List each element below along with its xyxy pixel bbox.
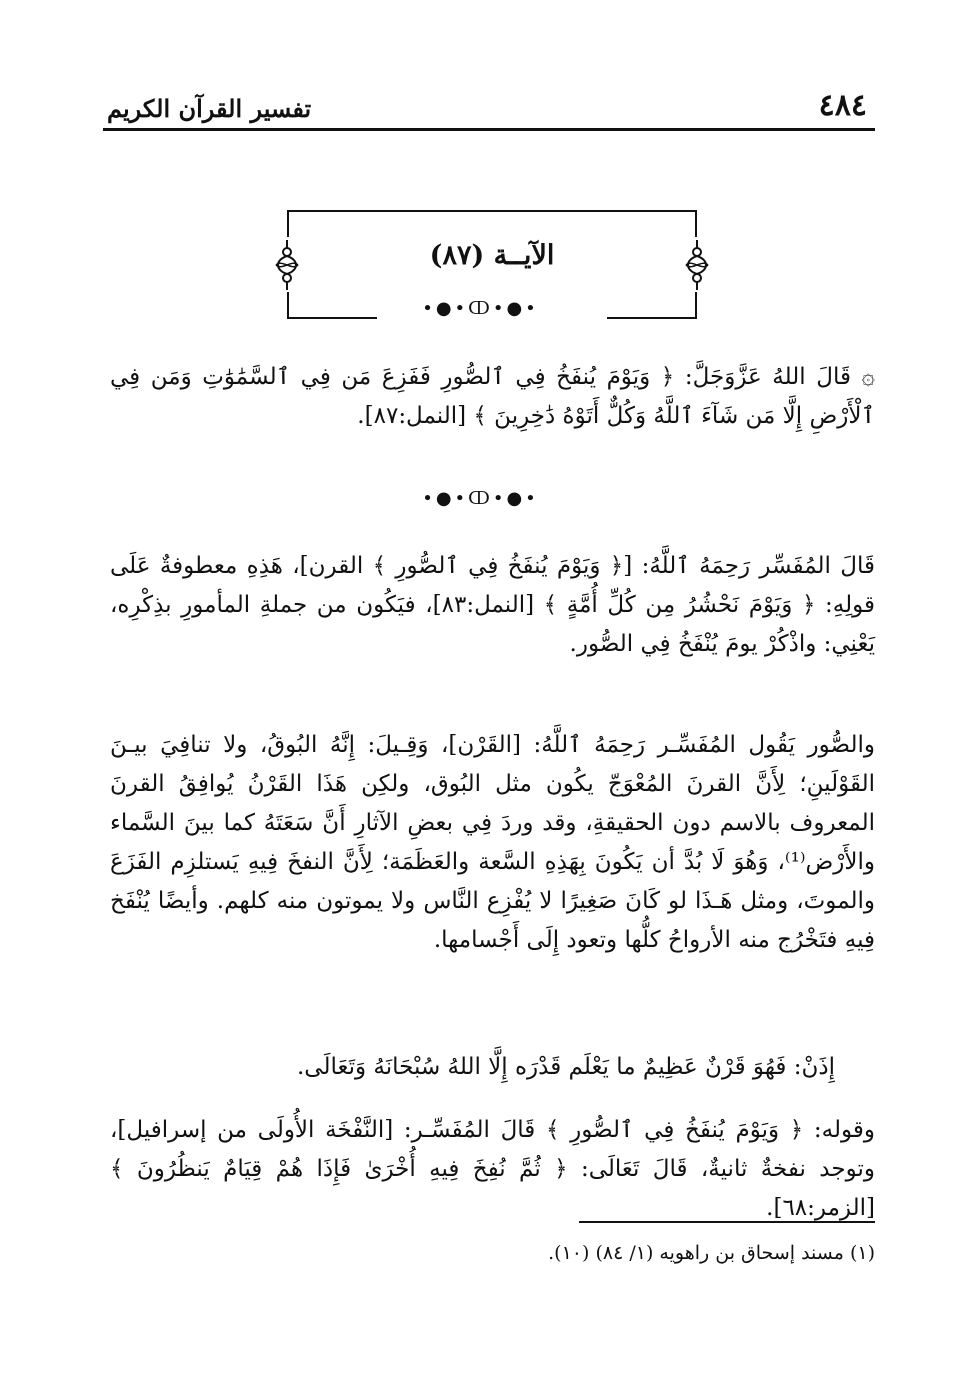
footnote: (١) مسند إسحاق بن راهويه (١/ ٨٤) (١٠).	[548, 1242, 875, 1264]
body-paragraph: والصُّور يَقُول المُفَسِّـر رَحِمَهُ ٱللَّهُ: [القَرْن]، وَقِـيلَ: إِنَّهُ البُوقُ، ولا تنافِيَ بيـنَ القَوْلَينِ؛ لِأَنَّ القرنَ المُعْوَجّ يكُون مثل البُوق، ولكِن هَذَا القَرْنُ يُوافِقُ القرنَ المعروف بالاسم دون الحقيقةِ، وقد وردَ فِي بعضِ الآثارِ أَنَّ سَعَتَهُ كما بينَ السَّماء والأَرْض⁽¹⁾، وَهُوَ لَا بُدَّ أن يَكُونَ بِهَذِهِ السَّعة والعَظَمَة؛ لِأَنَّ النفخَ فِيهِ يَستلزِم الفَزَعَ والموتَ، ومثل هَـذَا لو كَانَ صَغِيرًا لا يُفْزِع النَّاس ولا يموتون منه كلهم. وأيضًا يُنْفَخ فِيهِ فتَخْرُج منه الأرواحُ كلُّها وتعود إِلَى أَجْسامها.	[110, 732, 875, 953]
footnote-rule	[579, 1221, 875, 1223]
header-rule	[103, 128, 875, 131]
ornamental-separator: •●•ↀ•●•	[422, 488, 539, 509]
running-header-title: تفسير القرآن الكريم	[107, 94, 312, 123]
frame-top-line	[287, 210, 697, 212]
frame-line	[287, 210, 289, 237]
ornamental-separator: •●•ↀ•●•	[422, 298, 539, 319]
body-paragraph: إِذَنْ: فَهُوَ قَرْنٌ عَظِيمٌ ما يَعْلَم قَدْرَه إِلَّا اللهُ سُبْحَانَهُ وَتَعَالَى.	[297, 1054, 835, 1080]
ayah-title: الآيــة (٨٧)	[429, 240, 555, 271]
body-paragraph: قَالَ المُفَسِّر رَحِمَهُ ٱللَّهُ: [﴿ وَيَوْمَ يُنفَخُ فِي ٱلصُّورِ ﴾ القرن]، هَذِهِ معطوفةٌ عَلَى قولِهِ: ﴿ وَيَوْمَ نَحْشُرُ مِن كُلِّ أُمَّةٍ ﴾ [النمل:٨٣]، فيَكُون من جملةِ المأمورِ بذِكْرِه، يَعْنِي: واذْكُرْ يومَ يُنْفَخُ فِي الصُّور.	[110, 553, 875, 657]
page-number: ٤٨٤	[818, 88, 867, 123]
body-paragraph: وقوله: ﴿ وَيَوْمَ يُنفَخُ فِي ٱلصُّورِ ﴾ قَالَ المُفَسِّـر: [النَّفْخَة الأُولَى من إسرافيل]، وتوجد نفخةٌ ثانيةٌ، قَالَ تَعَالَى: ﴿ ثُمَّ نُفِخَ فِيهِ أُخْرَىٰ فَإِذَا هُمْ قِيَامٌ يَنظُرُونَ ﴾ [الزمر:٦٨].	[110, 1117, 875, 1221]
verse-paragraph: ۞ قَالَ اللهُ عَزَّوَجَلَّ: ﴿ وَيَوْمَ يُنفَخُ فِي ٱلصُّورِ فَفَزِعَ مَن فِي ٱلسَّمَٰوَٰتِ وَمَن فِي ٱلْأَرْضِ إِلَّا مَن شَآءَ ٱللَّهُ وَكُلٌّ أَتَوْهُ دَٰخِرِينَ ﴾ [النمل:٨٧].	[110, 364, 875, 429]
frame-line	[695, 210, 697, 237]
